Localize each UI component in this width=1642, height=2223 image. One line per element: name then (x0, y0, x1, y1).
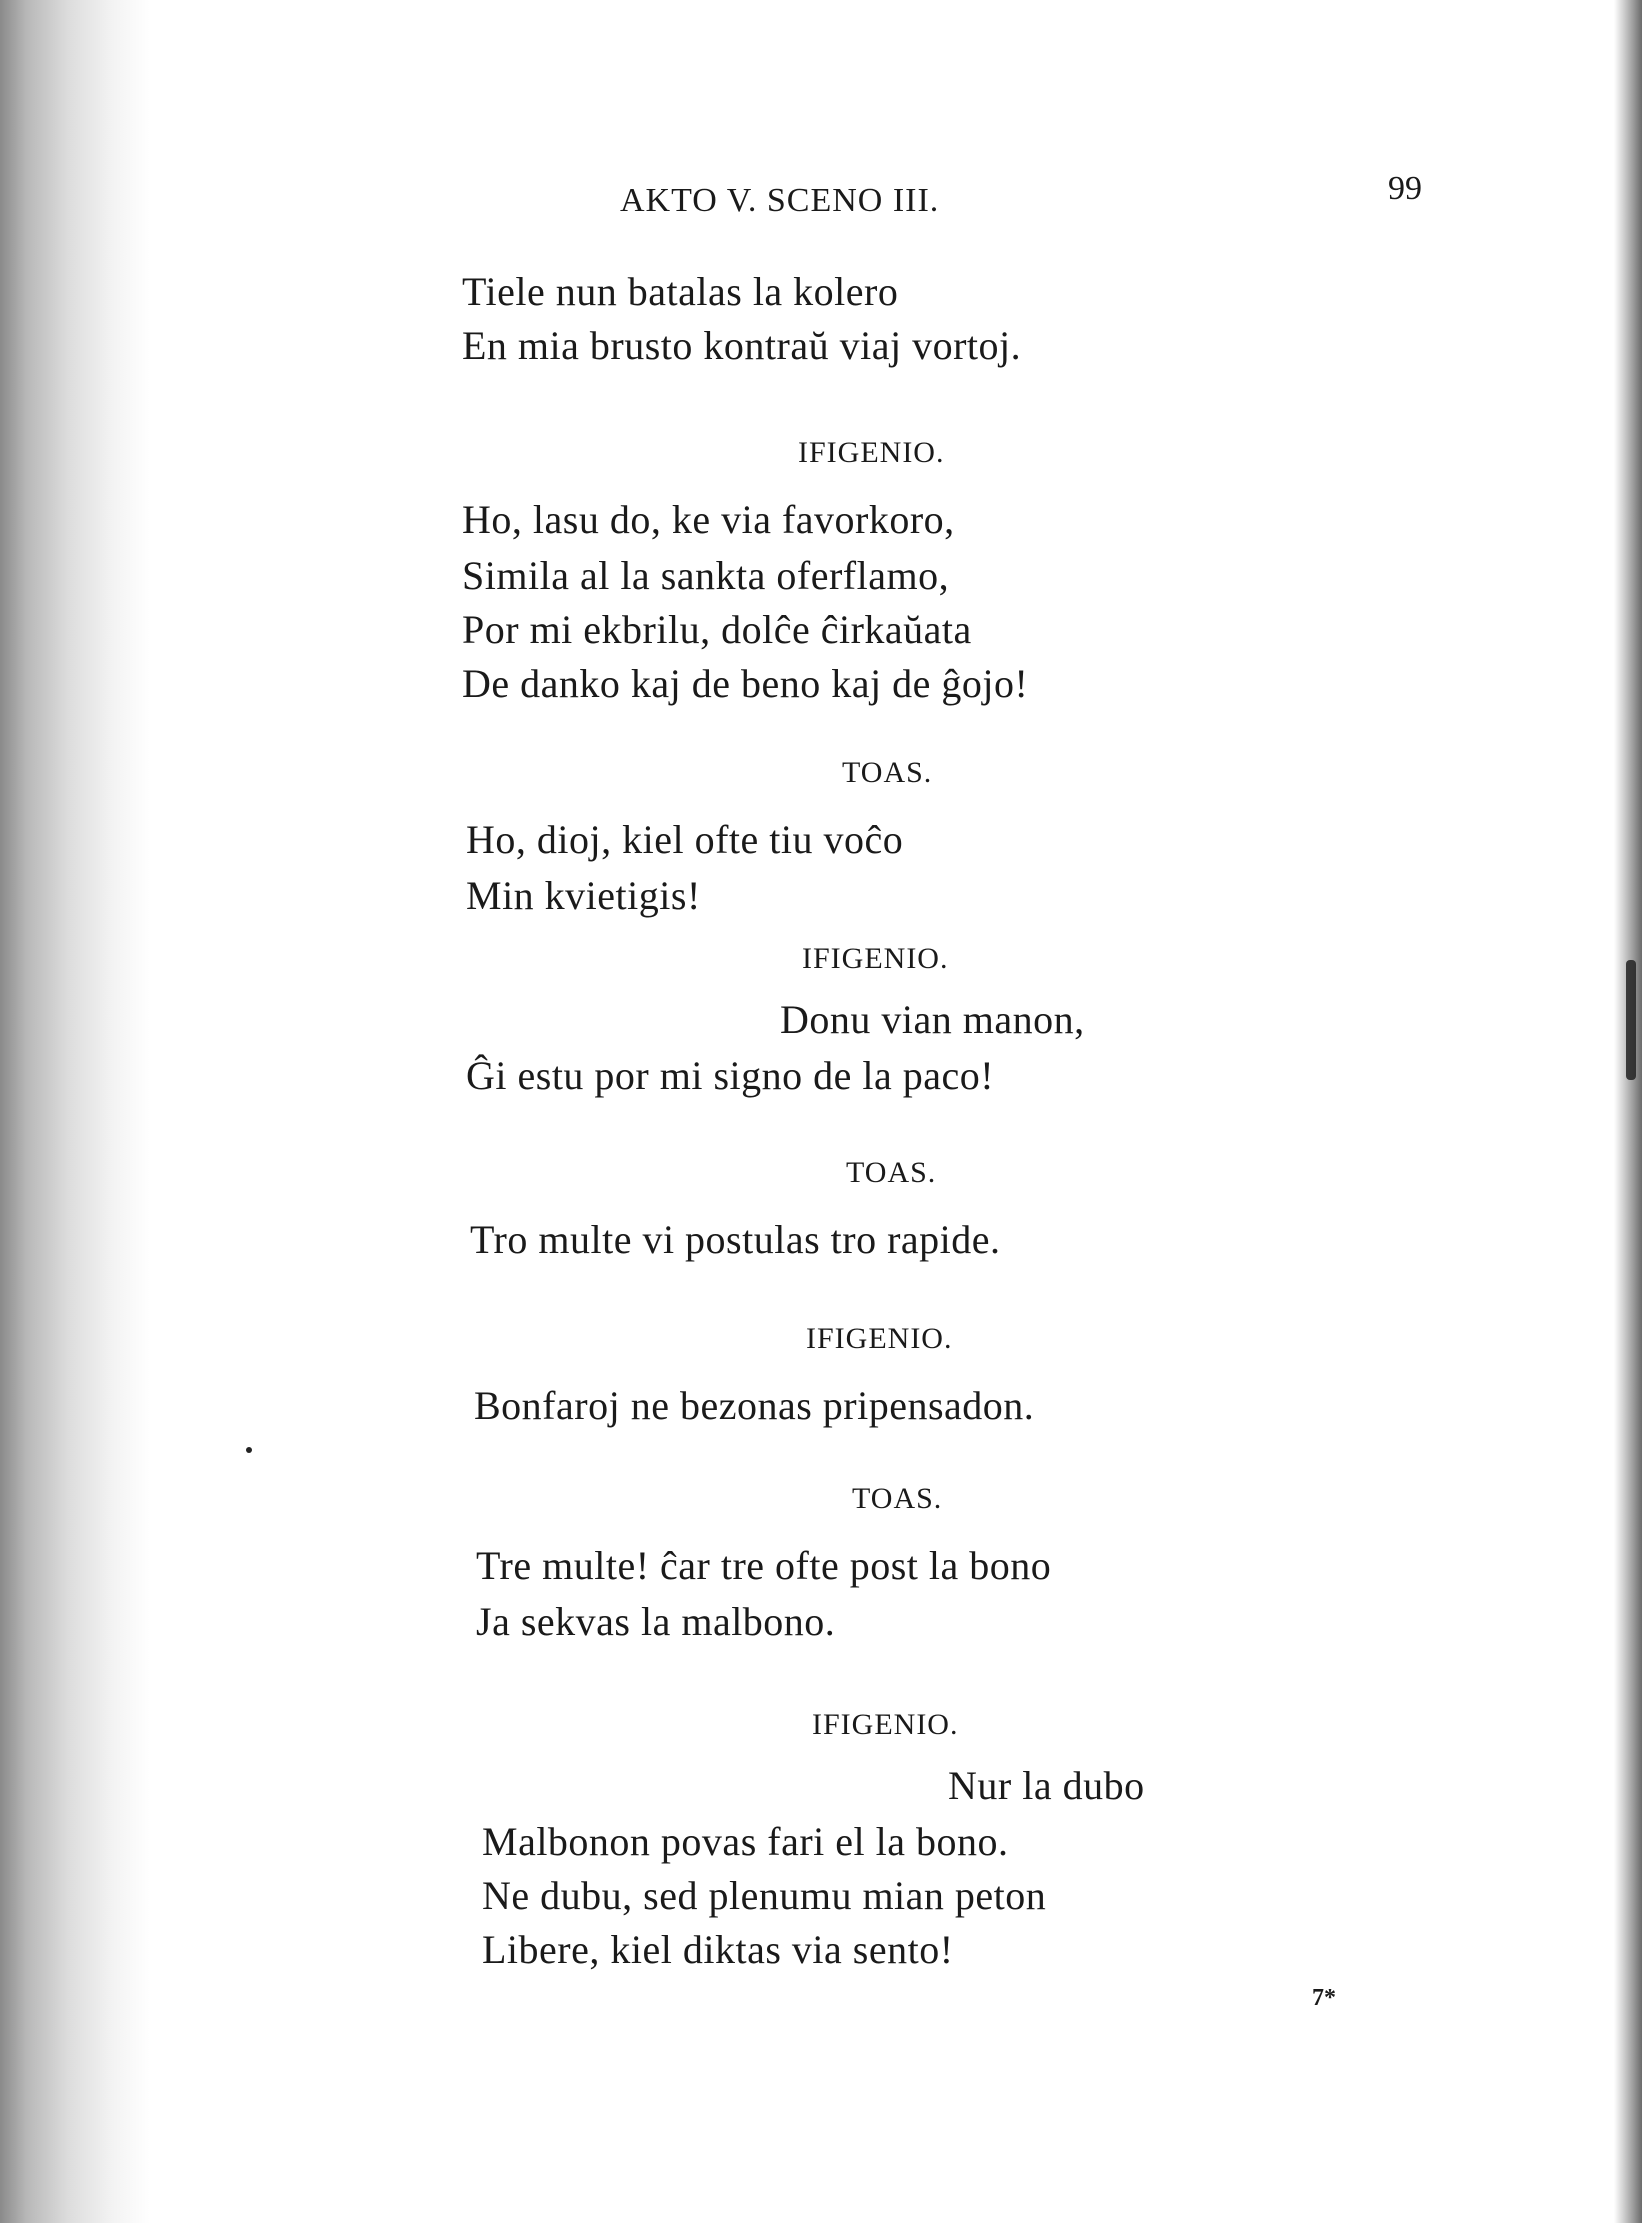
page-number: 99 (1388, 170, 1422, 207)
verse-line: Tro multe vi postulas tro rapide. (470, 1217, 1001, 1262)
speaker-name: IFIGENIO. (806, 1322, 953, 1355)
verse-line: Malbonon povas fari el la bono. (482, 1819, 1009, 1864)
signature-mark: 7* (1312, 1985, 1336, 2011)
verse-line: Ja sekvas la malbono. (476, 1599, 836, 1644)
verse-line: Donu vian manon, (780, 997, 1085, 1042)
verse-line: Bonfaroj ne bezonas pripensadon. (474, 1383, 1035, 1428)
verse-line: Ho, dioj, kiel ofte tiu voĉo (466, 817, 904, 862)
scan-edge-right (1614, 0, 1642, 2223)
verse-line: En mia brusto kontraŭ viaj vortoj. (462, 323, 1022, 368)
verse-line: Ho, lasu do, ke via favorkoro, (462, 497, 955, 542)
running-header: AKTO V. SCENO III. (620, 182, 940, 219)
speaker-name: IFIGENIO. (802, 942, 949, 975)
speaker-name: IFIGENIO. (812, 1708, 959, 1741)
scan-edge-left (0, 0, 150, 2223)
verse-line: Simila al la sankta oferflamo, (462, 553, 950, 598)
verse-line: Tre multe! ĉar tre ofte post la bono (476, 1543, 1052, 1588)
verse-line: Ne dubu, sed plenumu mian peton (482, 1873, 1047, 1918)
verse-line: De danko kaj de beno kaj de ĝojo! (462, 661, 1029, 706)
verse-line: Nur la dubo (948, 1763, 1145, 1808)
scan-binding-mark (1626, 960, 1636, 1080)
verse-line: Tiele nun batalas la kolero (462, 269, 899, 314)
verse-line: Libere, kiel diktas via sento! (482, 1927, 954, 1972)
verse-line: Ĝi estu por mi signo de la paco! (466, 1053, 995, 1098)
speaker-name: TOAS. (842, 756, 933, 789)
speaker-name: TOAS. (852, 1482, 943, 1515)
speaker-name: IFIGENIO. (798, 436, 945, 469)
verse-line: Por mi ekbrilu, dolĉe ĉirkaŭata (462, 607, 972, 652)
verse-line: Min kvietigis! (466, 873, 701, 918)
scan-speck (246, 1447, 252, 1453)
speaker-name: TOAS. (846, 1156, 937, 1189)
